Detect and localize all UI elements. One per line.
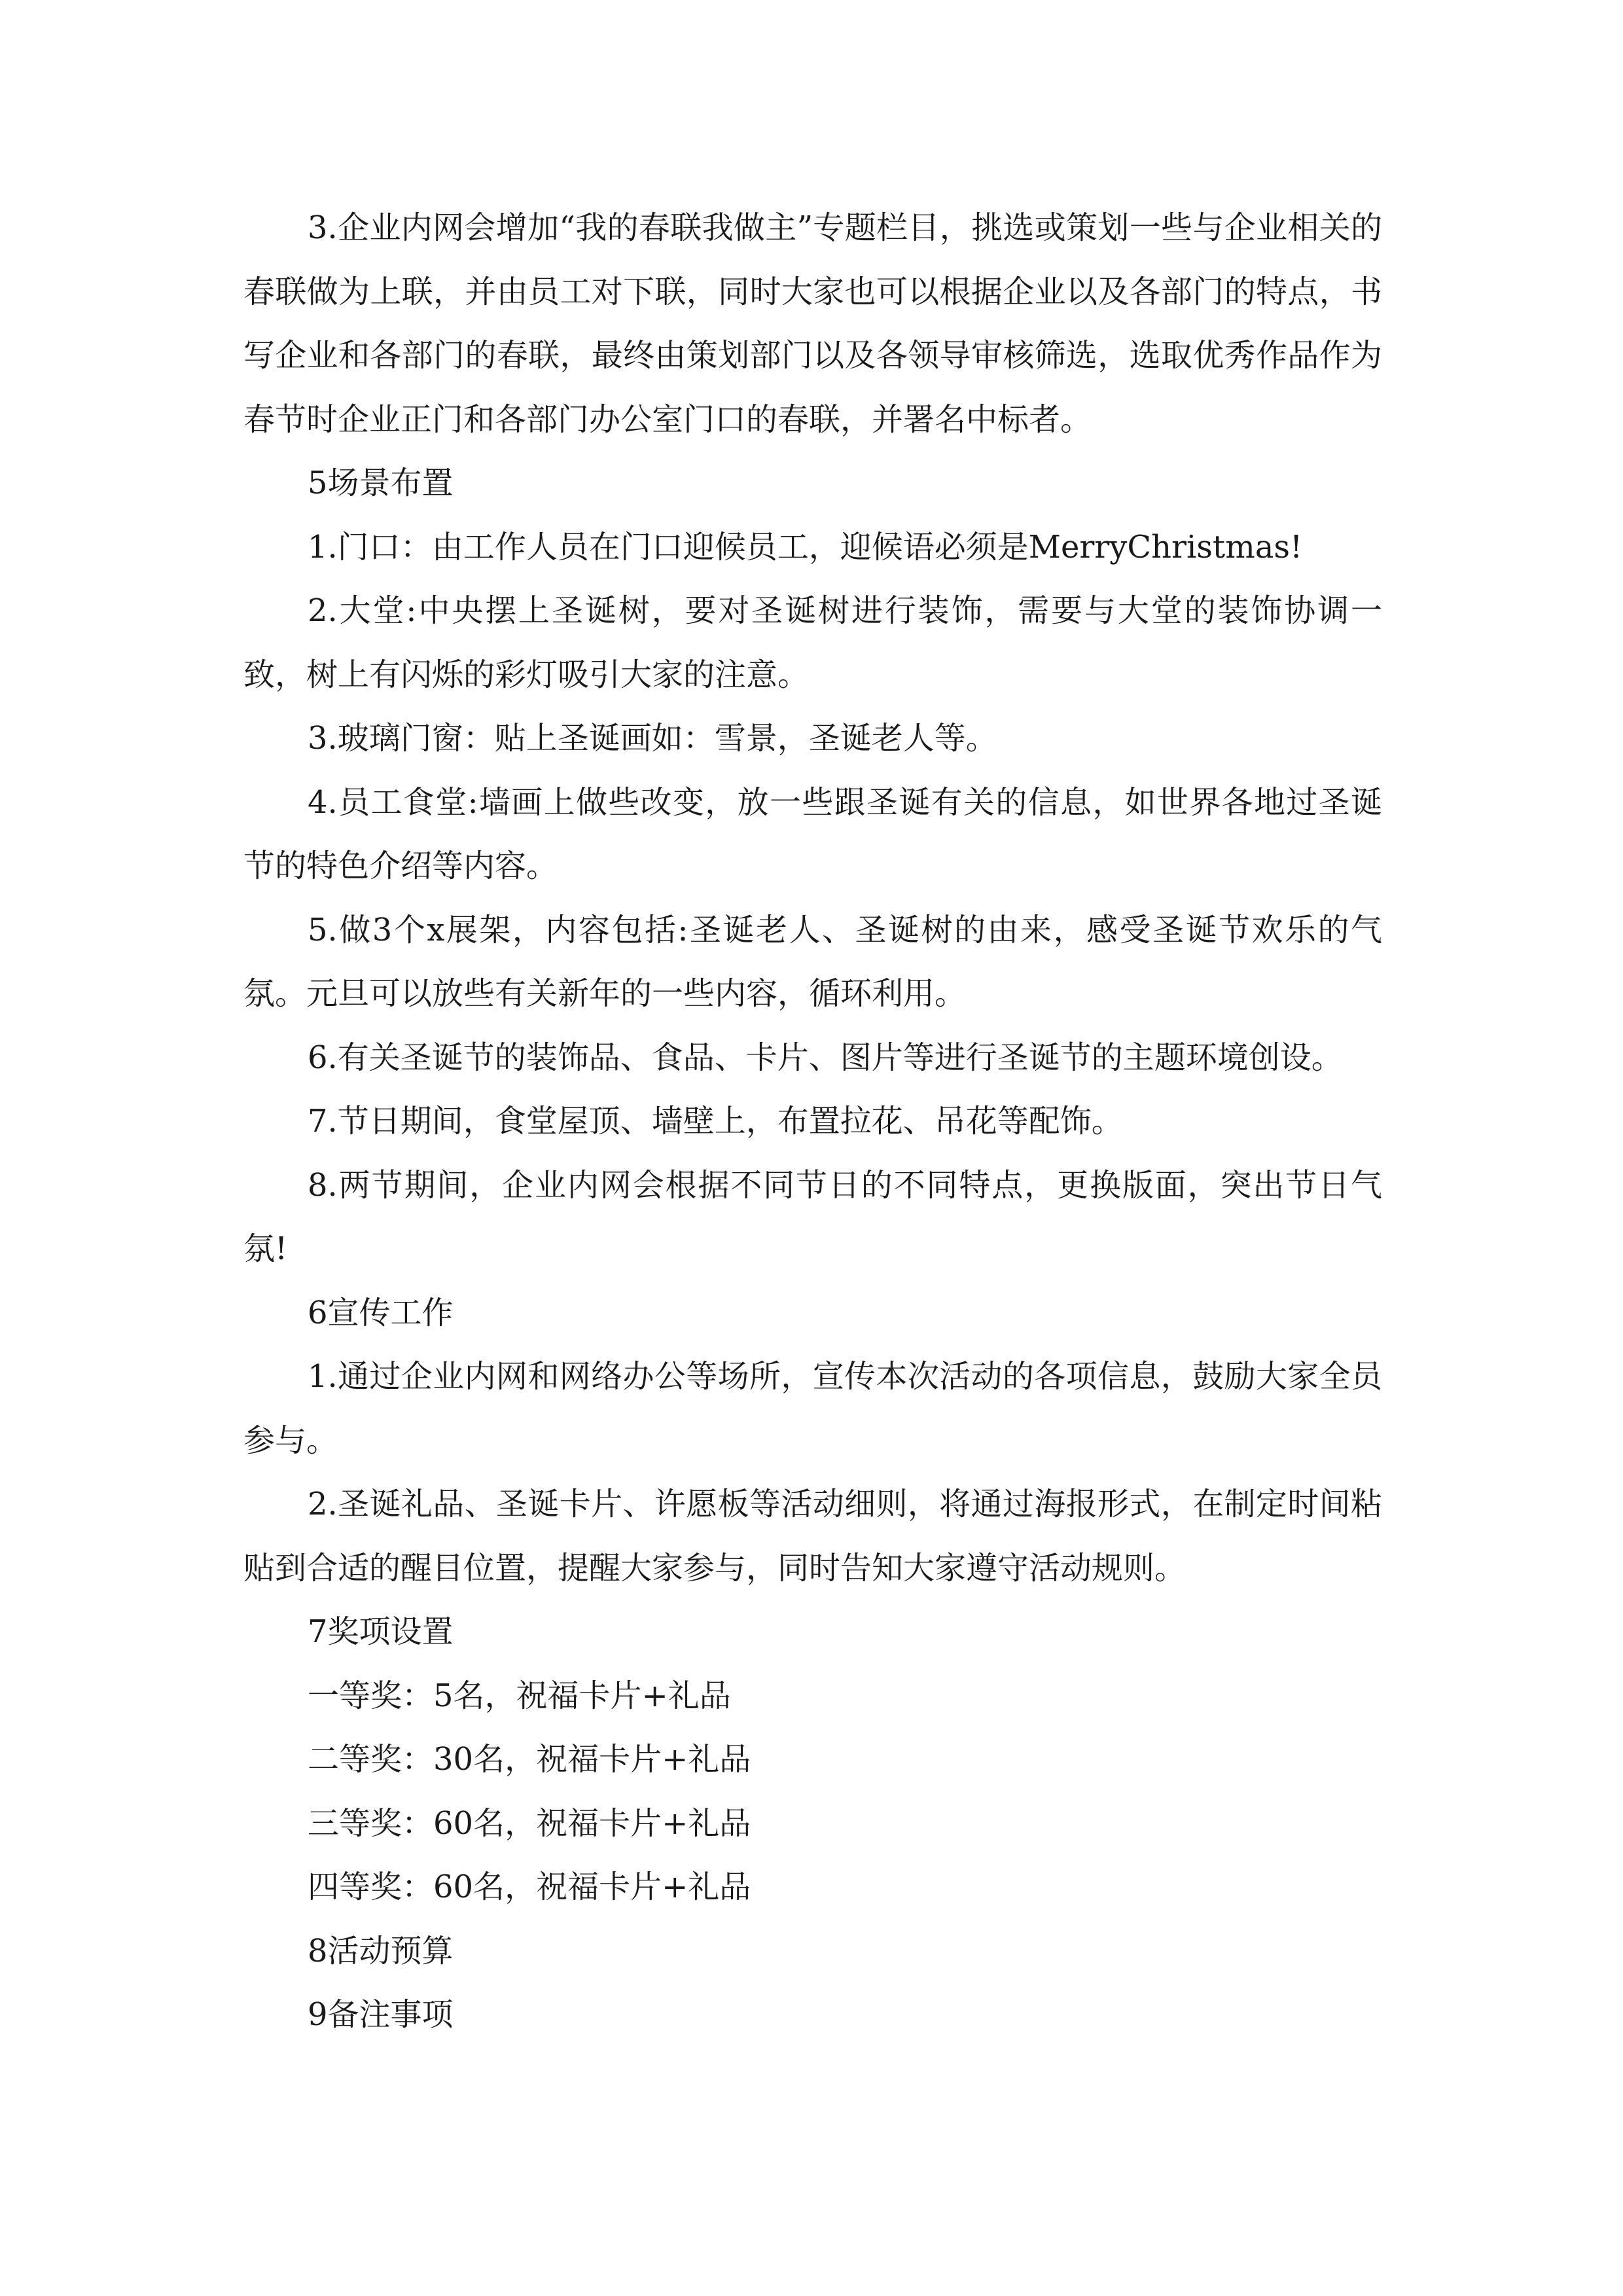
section-heading-publicity: 6宣传工作: [308, 1294, 454, 1331]
paragraph-entrance: 1.门口：由工作人员在门口迎候员工，迎候语必须是MerryChristmas!: [308, 528, 1303, 565]
section-heading-budget: 8活动预算: [308, 1932, 454, 1969]
paragraph-display-stands: 5.做3个x展架，内容包括:圣诞老人、圣诞树的由来，感受圣诞节欢乐的气氛。元旦可以放些有关新年的一些内容，循环利用。: [243, 911, 1382, 1012]
paragraph-lobby: 2.大堂:中央摆上圣诞树，要对圣诞树进行装饰，需要与大堂的装饰协调一致，树上有闪烁的彩灯吸引大家的注意。: [243, 592, 1382, 693]
section-heading-scene-layout: 5场景布置: [308, 465, 454, 501]
award-first-prize: 一等奖：5名，祝福卡片+礼品: [308, 1677, 731, 1714]
paragraph-couplet-column: 3.企业内网会增加“我的春联我做主”专题栏目，挑选或策划一些与企业相关的春联做为上联，并由员工对下联，同时大家也可以根据企业以及各部门的特点，书写企业和各部门的春联，最终由策划部门以及各领导审核筛选，选取优秀作品作为春节时企业正门和各部门办公室门口的春联，并署名中标者。: [243, 209, 1382, 438]
award-second-prize: 二等奖：30名，祝福卡片+礼品: [308, 1741, 751, 1778]
award-fourth-prize: 四等奖：60名，祝福卡片+礼品: [308, 1869, 751, 1905]
paragraph-glass-doors: 3.玻璃门窗：贴上圣诞画如：雪景，圣诞老人等。: [308, 720, 997, 757]
paragraph-intranet: 8.两节期间，企业内网会根据不同节日的不同特点，更换版面，突出节日气氛!: [243, 1166, 1382, 1267]
paragraph-holiday-decor: 7.节日期间，食堂屋顶、墙壁上，布置拉花、吊花等配饰。: [308, 1103, 1123, 1139]
paragraph-decorations: 6.有关圣诞节的装饰品、食品、卡片、图片等进行圣诞节的主题环境创设。: [308, 1039, 1343, 1076]
paragraph-poster-rules: 2.圣诞礼品、圣诞卡片、许愿板等活动细则，将通过海报形式，在制定时间粘贴到合适的醒目位置，提醒大家参与，同时告知大家遵守活动规则。: [243, 1486, 1382, 1587]
paragraph-publicity-channels: 1.通过企业内网和网络办公等场所，宣传本次活动的各项信息，鼓励大家全员参与。: [243, 1358, 1382, 1459]
award-third-prize: 三等奖：60名，祝福卡片+礼品: [308, 1804, 751, 1842]
section-heading-awards: 7奖项设置: [308, 1613, 454, 1650]
document-body: [243, 196, 1382, 2047]
paragraph-canteen: 4.员工食堂:墙画上做些改变，放一些跟圣诞有关的信息，如世界各地过圣诞节的特色介绍等内容。: [243, 783, 1382, 884]
section-heading-notes: 9备注事项: [308, 1996, 454, 2033]
